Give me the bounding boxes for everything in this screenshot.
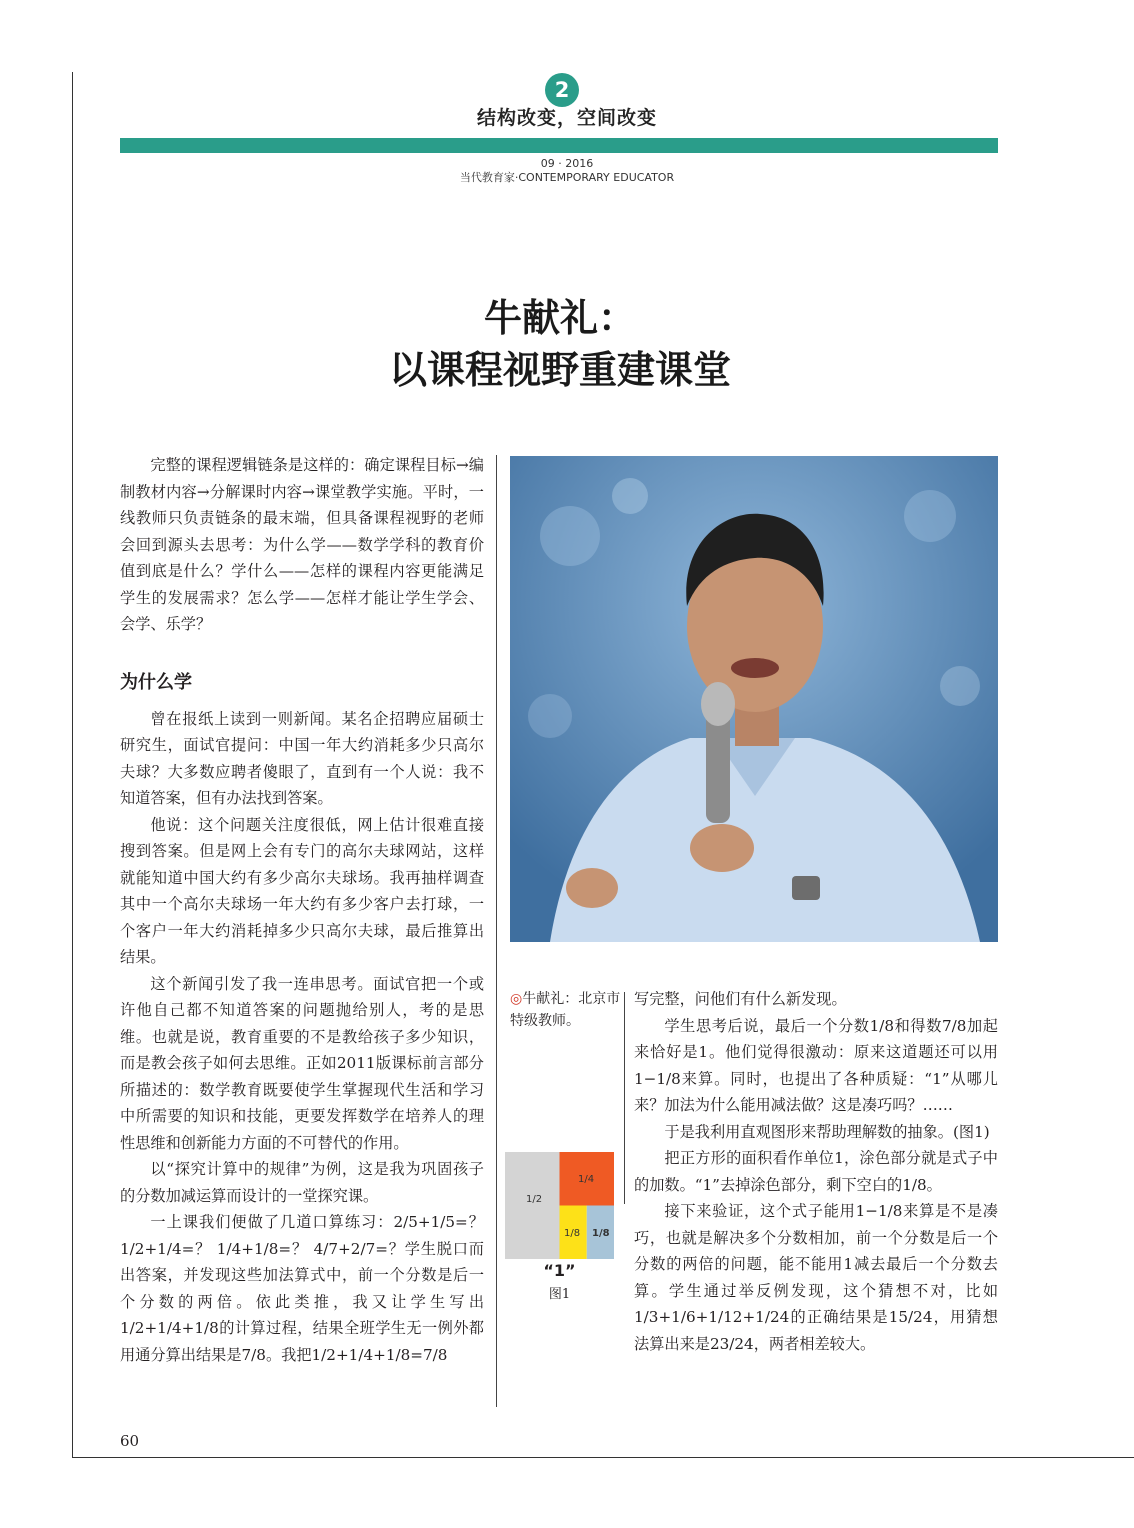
body-paragraph: 一上课我们便做了几道口算练习：2/5+1/5=？1/2+1/4=？ 1/4+1/8=？ 4/7+2/7=？学生脱口而出答案，并发现这些加法算式中，前一个分数是后一个分数的两倍。依此类推，我又让学生写出1/2+1/4+1/8的计算过程，结果全班学生无一例外都用通分算出结果是7/8。我把1/2+1/4+1/8=7/8 bbox=[120, 1213, 484, 1364]
fig-half-region bbox=[505, 1152, 560, 1259]
body-paragraph: 以“探究计算中的规律”为例，这是我为巩固孩子的分数加减运算而设计的一堂探究课。 bbox=[120, 1160, 484, 1205]
fig-label-eighth-b: 1/8 bbox=[592, 1228, 610, 1239]
left-column bbox=[120, 452, 484, 1368]
section-header-bar bbox=[120, 138, 998, 153]
body-paragraph: 他说：这个问题关注度很低，网上估计很难直接搜到答案。但是网上会有专门的高尔夫球网站，这样就能知道中国大约有多少高尔夫球场。我再抽样调查其中一个高尔夫球场一年大约有多少客户去打球，一个客户一年大约消耗掉多少只高尔夫球，最后推算出结果。 bbox=[120, 815, 484, 966]
fig-label-eighth-a: 1/8 bbox=[564, 1228, 581, 1239]
caption-mark-icon: ◎ bbox=[510, 991, 523, 1007]
portrait-photo bbox=[510, 456, 998, 942]
issue-info bbox=[360, 157, 774, 185]
body-paragraph: 于是我利用直观图形来帮助理解数的抽象。(图1) bbox=[664, 1122, 990, 1141]
right-column bbox=[634, 986, 998, 1357]
page-frame-bottom-rule bbox=[72, 1457, 1134, 1458]
fig-label-half: 1/2 bbox=[526, 1194, 543, 1205]
page-number: 60 bbox=[120, 1432, 140, 1450]
body-paragraph: 把正方形的面积看作单位1，涂色部分就是式子中的加数。“1”去掉涂色部分，剩下空白的1/8。 bbox=[634, 1149, 998, 1194]
caption-text: 牛献礼：北京市特级教师。 bbox=[510, 991, 621, 1029]
column-divider bbox=[496, 455, 497, 1407]
body-paragraph: 这个新闻引发了我一连串思考。面试官把一个或许他自己都不知道答案的问题抛给别人，考的是思维。也就是说，教育重要的不是教给孩子多少知识，而是教会孩子如何去思维。正如2011版课标前言部分所描述的：数学教育既要使学生掌握现代生活和学习中所需要的知识和技能，更要发挥数学在培养人的理性思维和创新能力方面的不可替代的作用。 bbox=[120, 974, 484, 1152]
section-title: 结构改变，空间改变 bbox=[476, 107, 657, 129]
intro-paragraph: 完整的课程逻辑链条是这样的：确定课程目标→编制教材内容→分解课时内容→课堂教学实施。平时，一线教师只负责链条的最末端，但具备课程视野的老师会回到源头去思考：为什么学——数学学科的教育价值到底是什么？学什么——怎样的课程内容更能满足学生的发展需求？怎么学——怎样才能让学生学会、会学、乐学？ bbox=[120, 456, 484, 633]
fraction-square-figure bbox=[505, 1152, 614, 1259]
body-paragraph: 学生思考后说，最后一个分数1/8和得数7/8加起来恰好是1。他们觉得很激动：原来这道题还可以用1−1/8来算。同时，也提出了各种质疑：“1”从哪儿来？加法为什么能用减法做？这是凑巧吗？…… bbox=[634, 1016, 998, 1114]
body-paragraph: 写完整，问他们有什么新发现。 bbox=[634, 990, 847, 1008]
figure-title: “1” bbox=[543, 1261, 576, 1280]
body-paragraph: 曾在报纸上读到一则新闻。某名企招聘应届硕士研究生，面试官提问：中国一年大约消耗多少只高尔夫球？大多数应聘者傻眼了，直到有一个人说：我不知道答案，但有办法找到答案。 bbox=[120, 709, 484, 807]
portrait-illustration bbox=[510, 456, 998, 942]
body-paragraph: 接下来验证，这个式子能用1−1/8来算是不是凑巧，也就是解决多个分数相加，前一个分数是后一个分数的两倍的问题，能不能用1减去最后一个分数去算。学生通过举反例发现，这个猜想不对，比如1/3+1/6+1/12+1/24的正确结果是15/24，用猜想法算出来是23/24，两者相差较大。 bbox=[634, 1202, 998, 1353]
figure-label: 图1 bbox=[548, 1287, 571, 1302]
article-title bbox=[200, 292, 920, 396]
article-title-line2: 以课程视野重建课堂 bbox=[388, 348, 731, 392]
figure-caption bbox=[505, 1260, 614, 1306]
page-frame-left-rule bbox=[72, 72, 73, 1458]
journal-name: 当代教育家·CONTEMPORARY EDUCATOR bbox=[459, 171, 675, 184]
article-title-line1: 牛献礼： bbox=[483, 296, 636, 340]
fig-label-quarter: 1/4 bbox=[578, 1174, 595, 1185]
section-number-badge: 2 bbox=[545, 73, 579, 107]
caption-divider bbox=[624, 992, 625, 1204]
section-heading: 为什么学 bbox=[120, 671, 192, 693]
issue-date: 09 · 2016 bbox=[540, 157, 594, 170]
photo-caption bbox=[510, 988, 622, 1032]
